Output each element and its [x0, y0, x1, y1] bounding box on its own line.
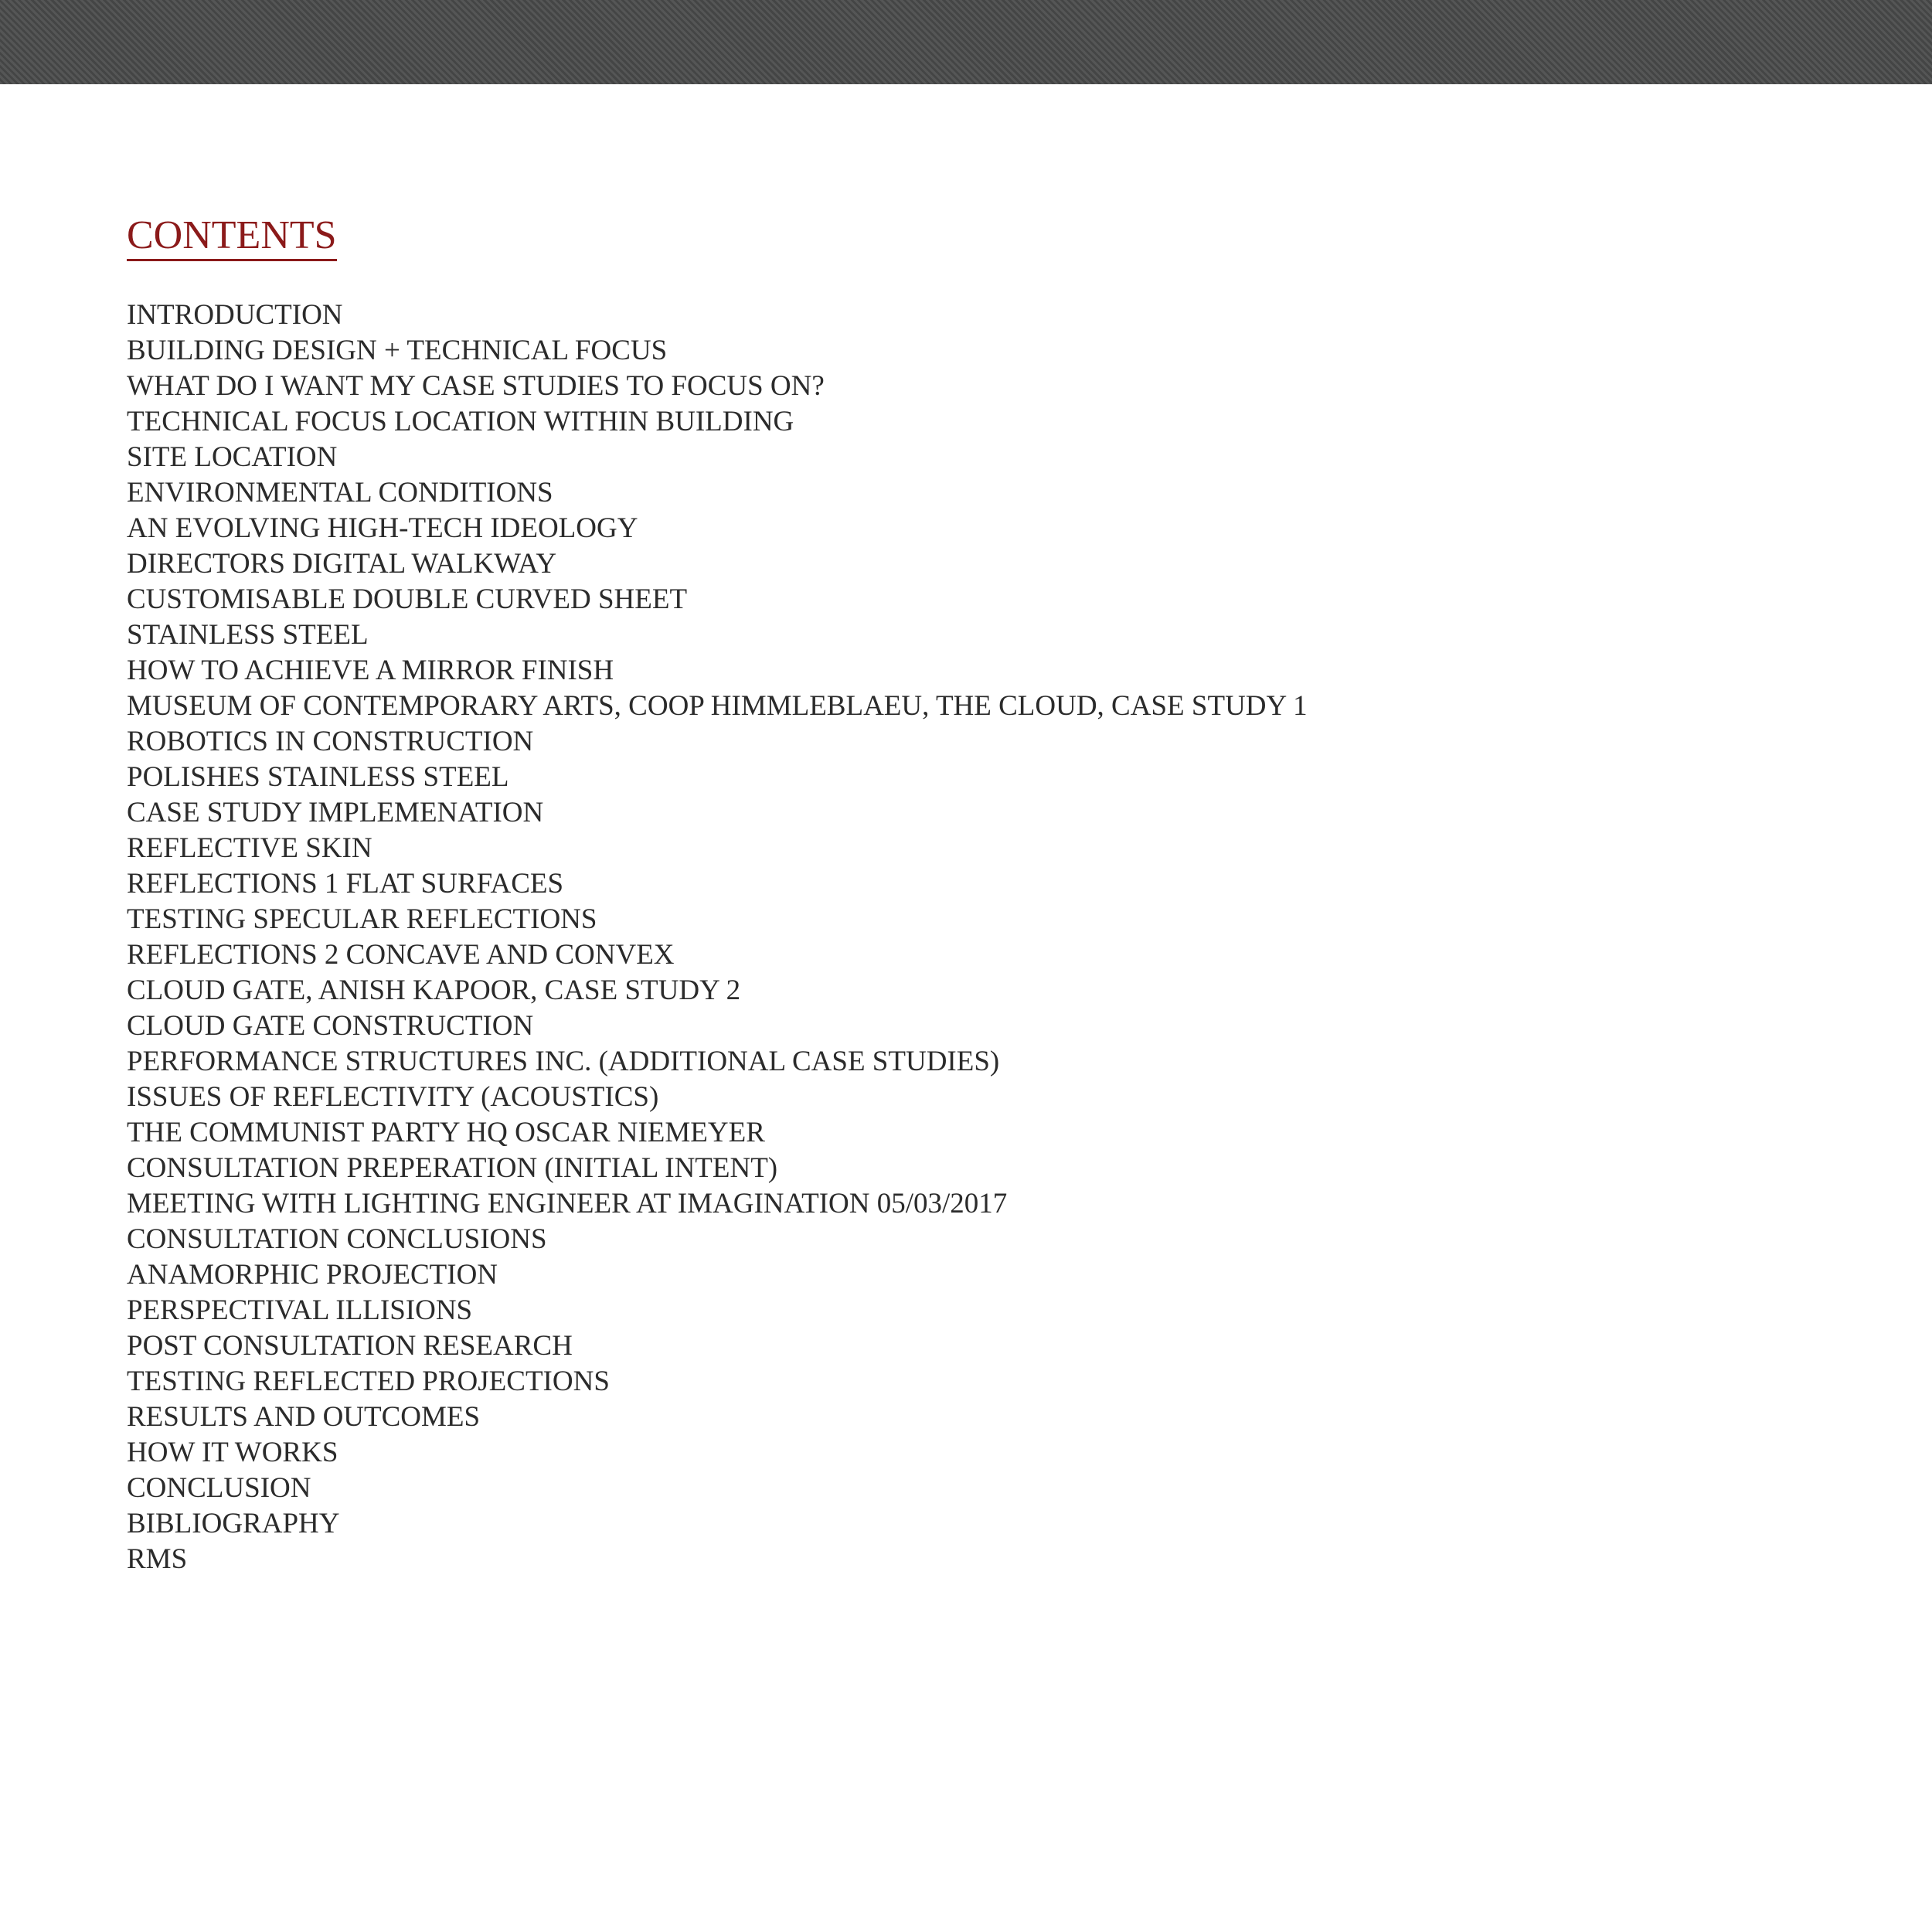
toc-entry[interactable]: INTRODUCTION	[127, 299, 343, 331]
toc-entry[interactable]: POST CONSULTATION RESEARCH	[127, 1330, 573, 1362]
toc-entry[interactable]: SITE LOCATION	[127, 441, 338, 473]
toc-entry[interactable]: CONSULTATION PREPERATION (INITIAL INTENT)	[127, 1152, 778, 1184]
toc-entry[interactable]: HOW TO ACHIEVE A MIRROR FINISH	[127, 655, 614, 686]
toc-entry[interactable]: CONSULTATION CONCLUSIONS	[127, 1223, 547, 1255]
toc-entry[interactable]: MUSEUM OF CONTEMPORARY ARTS, COOP HIMMLEBLAEU, THE CLOUD, CASE STUDY 1	[127, 690, 1308, 722]
toc-entry[interactable]: CLOUD GATE, ANISH KAPOOR, CASE STUDY 2	[127, 975, 741, 1006]
toc-entry[interactable]: ISSUES OF REFLECTIVITY (ACOUSTICS)	[127, 1081, 659, 1113]
contents-heading: CONTENTS	[127, 213, 337, 261]
toc-entry[interactable]: THE COMMUNIST PARTY HQ OSCAR NIEMEYER	[127, 1117, 765, 1148]
toc-entry[interactable]: STAINLESS STEEL	[127, 619, 369, 651]
toc-entry[interactable]: CLOUD GATE CONSTRUCTION	[127, 1010, 534, 1042]
toc-entry[interactable]: BUILDING DESIGN + TECHNICAL FOCUS	[127, 335, 668, 366]
toc-entry[interactable]: CUSTOMISABLE DOUBLE CURVED SHEET	[127, 583, 688, 615]
toc-entry[interactable]: HOW IT WORKS	[127, 1437, 338, 1468]
toc-entry[interactable]: RMS	[127, 1543, 188, 1575]
toc-entry[interactable]: CASE STUDY IMPLEMENATION	[127, 797, 544, 828]
toc-entry[interactable]: REFLECTIONS 1 FLAT SURFACES	[127, 868, 564, 900]
toc-entry[interactable]: DIRECTORS DIGITAL WALKWAY	[127, 548, 557, 580]
toc-entry[interactable]: PERFORMANCE STRUCTURES INC. (ADDITIONAL CASE STUDIES)	[127, 1046, 1000, 1077]
toc-entry[interactable]: TECHNICAL FOCUS LOCATION WITHIN BUILDING	[127, 406, 794, 437]
toc-entry[interactable]: AN EVOLVING HIGH-TECH IDEOLOGY	[127, 512, 638, 544]
toc-entry[interactable]: TESTING SPECULAR REFLECTIONS	[127, 903, 597, 935]
toc-entry[interactable]: RESULTS AND OUTCOMES	[127, 1401, 481, 1433]
toc-entry[interactable]: BIBLIOGRAPHY	[127, 1508, 340, 1539]
contents-page	[127, 213, 1827, 1575]
toc-entry[interactable]: REFLECTIVE SKIN	[127, 832, 372, 864]
toc-entry[interactable]: MEETING WITH LIGHTING ENGINEER AT IMAGINATION 05/03/2017	[127, 1188, 1008, 1219]
toc-entry[interactable]: TESTING REFLECTED PROJECTIONS	[127, 1366, 610, 1397]
toc-entry[interactable]: WHAT DO I WANT MY CASE STUDIES TO FOCUS ON?	[127, 370, 825, 402]
toc-entry[interactable]: ROBOTICS IN CONSTRUCTION	[127, 726, 534, 757]
table-of-contents	[127, 298, 1827, 1577]
toc-entry[interactable]: PERSPECTIVAL ILLISIONS	[127, 1294, 473, 1326]
header-band	[0, 0, 1932, 84]
toc-entry[interactable]: CONCLUSION	[127, 1472, 311, 1504]
toc-entry[interactable]: ANAMORPHIC PROJECTION	[127, 1259, 498, 1291]
toc-entry[interactable]: POLISHES STAINLESS STEEL	[127, 761, 509, 793]
toc-entry[interactable]: ENVIRONMENTAL CONDITIONS	[127, 477, 553, 509]
toc-entry[interactable]: REFLECTIONS 2 CONCAVE AND CONVEX	[127, 939, 675, 971]
